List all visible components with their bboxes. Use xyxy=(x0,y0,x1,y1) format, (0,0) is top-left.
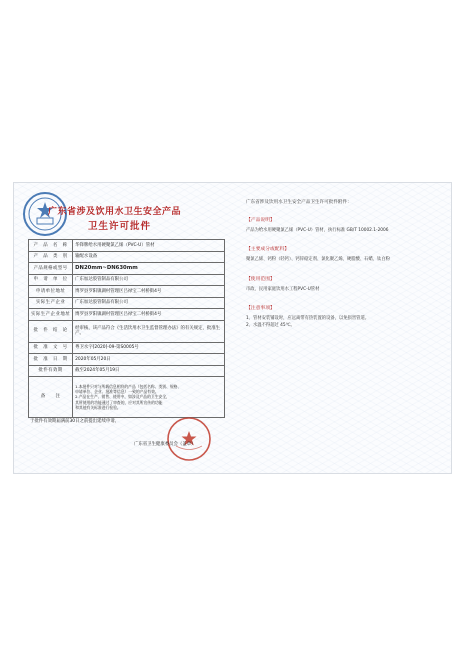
attachment-title: 广东省涉及饮用水卫生安全产品卫生许可批件附件： xyxy=(246,200,352,205)
section-line: 1、管材安装铺设时，应远离带有热装置的设备，以免损害管道。 xyxy=(246,315,370,321)
issuing-authority: 广东省卫生健康委员会（盖章） xyxy=(134,442,196,447)
table-row xyxy=(29,320,225,342)
section-heading: 【使用范围】 xyxy=(246,276,275,282)
table-row xyxy=(29,365,225,377)
row-value: 输配水设备 xyxy=(73,251,225,263)
row-value: 博罗县罗阳镇湖村管理区吕禄宝二村桥街4号 xyxy=(73,286,225,298)
row-value: 华锋牌给水用硬聚氯乙烯（PVC-U）管材 xyxy=(73,240,225,252)
row-label: 申 请 单 位 xyxy=(29,274,73,286)
renewal-footnote: 于批件有效期届满前30日之前提出延续申请。 xyxy=(30,419,120,424)
attachment-panel xyxy=(246,199,444,329)
section-body xyxy=(246,286,444,293)
row-value: 广东加达胶管制品有限公司 xyxy=(73,274,225,286)
row-label: 批件有效期 xyxy=(29,365,73,377)
table-row xyxy=(29,240,225,252)
section-heading: 【主要成分或配料】 xyxy=(246,247,290,253)
row-value: 经审核，该产品符合《生活饮用水卫生监督管理办法》的有关规定，批准生产。 xyxy=(73,320,225,342)
row-value: 截至2024年05月19日 xyxy=(73,365,225,377)
certificate-document xyxy=(13,182,452,474)
row-value: 粤卫水字[2020]-09-第S0005号 xyxy=(73,342,225,354)
table-row xyxy=(29,377,225,418)
note-line: 1.本批件只对与所载信息相符的产品（包括名称、类别、规格、 xyxy=(75,384,182,390)
row-label: 批 件 结 论 xyxy=(29,320,73,342)
table-row xyxy=(29,274,225,286)
row-value: 广东加达胶管制品有限公司 xyxy=(73,297,225,309)
notes-value xyxy=(73,377,225,418)
table-row xyxy=(29,342,225,354)
row-label: 实际生产企业地址 xyxy=(29,309,73,321)
section-line: 聚氯乙烯、钙粉（轻钙）、钙锌稳定剂、氯化聚乙烯、硬脂酸、石蜡、钛白粉 xyxy=(246,257,390,263)
certificate-table xyxy=(28,239,225,418)
row-value: DN20mm~DN630mm xyxy=(73,263,225,275)
section-body xyxy=(246,227,444,234)
table-row xyxy=(29,309,225,321)
row-label: 申请单位地址 xyxy=(29,286,73,298)
section-line: 市政、民用家庭饮用水工程PVC-U管材 xyxy=(246,286,320,292)
official-seal-icon xyxy=(166,416,212,462)
table-row xyxy=(29,297,225,309)
row-label: 批 准 日 期 xyxy=(29,354,73,366)
note-line: 申请单位、企业、批准等信息）一致的产品有效。 xyxy=(75,389,159,395)
section-line: 产品为给水用硬聚氯乙烯（PVC-U）管材，执行标准 GB/T 10002.1-2006 xyxy=(246,228,389,233)
section-heading: 【注意事项】 xyxy=(246,305,275,311)
note-line: 2.产品在生产、销售、使用中，如涉及产品的卫生安全， xyxy=(75,394,170,400)
section-heading: 【产品说明】 xyxy=(246,218,275,223)
row-label: 产 品 名 称 xyxy=(29,240,73,252)
certificate-title: 广东省涉及饮用水卫生安全产品 xyxy=(48,207,182,217)
notes-label: 备 注 xyxy=(29,377,73,418)
row-label: 产品规格或型号 xyxy=(29,263,73,275)
section-body xyxy=(246,256,444,263)
table-row xyxy=(29,354,225,366)
section-body xyxy=(246,315,444,330)
section-line: 2、水温不得超过 45℃。 xyxy=(246,323,295,329)
note-line: 和其他有关标准进行检验。 xyxy=(75,404,121,410)
row-label: 产 品 类 别 xyxy=(29,251,73,263)
table-row xyxy=(29,286,225,298)
note-line: 其所使用的功能通过了审查的，应对其所宣传的功能 xyxy=(75,399,163,405)
row-value: 2020年05月20日 xyxy=(73,354,225,366)
certificate-subtitle: 卫生许可批件 xyxy=(88,221,152,232)
row-label: 实际生产企业 xyxy=(29,297,73,309)
row-value: 博罗县罗阳镇湖村管理区吕禄宝二村桥街4号 xyxy=(73,309,225,321)
table-row xyxy=(29,251,225,263)
table-row xyxy=(29,263,225,275)
row-label: 批 准 文 号 xyxy=(29,342,73,354)
